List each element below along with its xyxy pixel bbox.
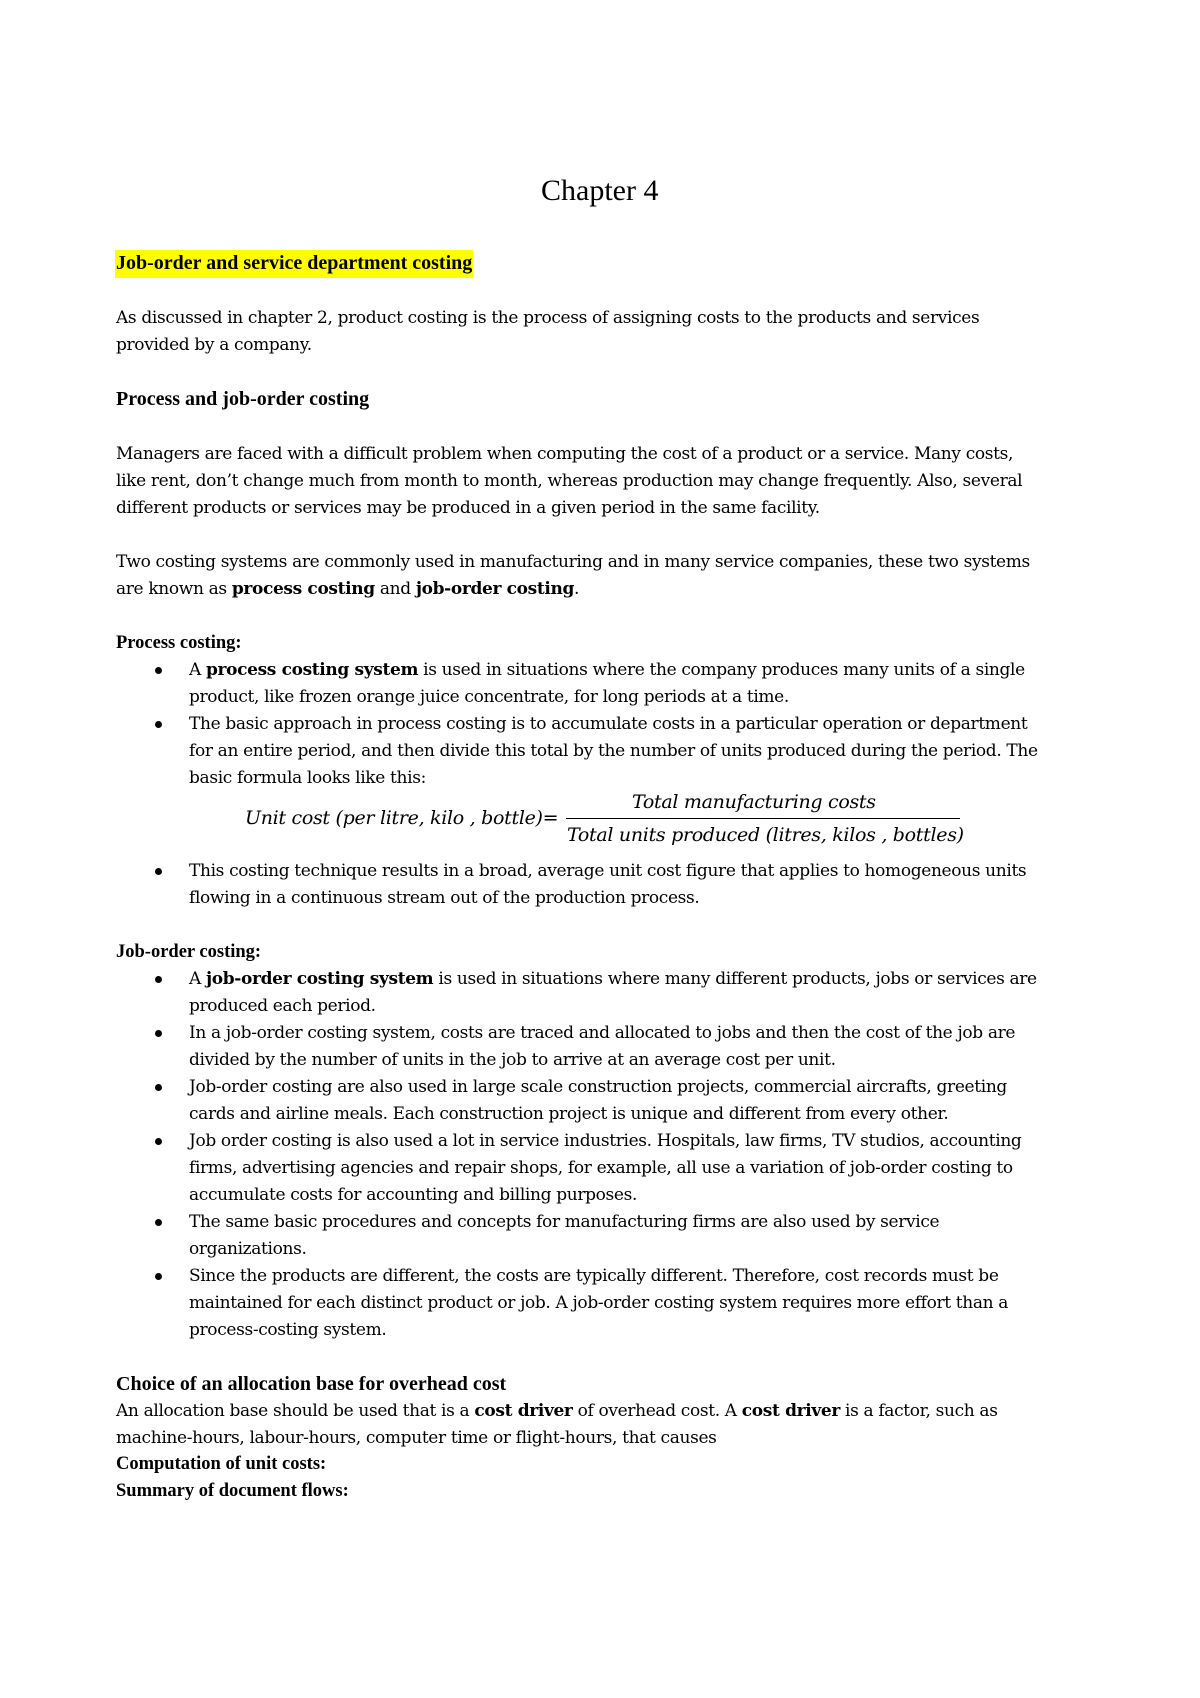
jo-bullet1-line-2: produced each period. xyxy=(189,996,376,1016)
heading-summary-document-flows: Summary of document flows: xyxy=(116,1481,349,1501)
jo-bullet4-line-2: firms, advertising agencies and repair shops, for example, all use a variation of job-order costing to xyxy=(189,1158,1013,1178)
jo-bullet4-line-3: accumulate costs for accounting and billing purposes. xyxy=(189,1185,638,1205)
pc-bullet1-line-2: product, like frozen orange juice concentrate, for long periods at a time. xyxy=(189,687,789,707)
jo-bullet2-line-2: divided by the number of units in the job to arrive at an average cost per unit. xyxy=(189,1050,836,1070)
pc-bullet2-line-1: The basic approach in process costing is to accumulate costs in a particular operation or department xyxy=(189,714,1028,734)
jo-bullet3-line-2: cards and airline meals. Each construction project is unique and different from every other. xyxy=(189,1104,949,1124)
para1-line-2: like rent, don’t change much from month to month, whereas production may change frequently. Also, several xyxy=(116,471,1023,491)
intro-line-2: provided by a company. xyxy=(116,335,312,355)
bullet-icon xyxy=(155,721,162,728)
jo-bullet4-line-1: Job order costing is also used a lot in service industries. Hospitals, law firms, TV studios, accounting xyxy=(189,1131,1022,1151)
heading-allocation-base: Choice of an allocation base for overhead cost xyxy=(116,1373,507,1395)
jo-bullet6-line-1: Since the products are different, the costs are typically different. Therefore, cost records must be xyxy=(189,1266,999,1286)
jo-bullet2-line-1: In a job-order costing system, costs are traced and allocated to jobs and then the cost of the job are xyxy=(189,1023,1016,1043)
jo-bullet5-line-1: The same basic procedures and concepts for manufacturing firms are also used by service xyxy=(189,1212,940,1232)
allocation-line-2: machine-hours, labour-hours, computer time or flight-hours, that causes xyxy=(116,1428,717,1448)
jo-bullet6-line-2: maintained for each distinct product or job. A job-order costing system requires more effort than a xyxy=(189,1293,1009,1313)
fraction-bar xyxy=(566,818,960,819)
pc-bullet3-line-1: This costing technique results in a broad, average unit cost figure that applies to homogeneous units xyxy=(189,861,1027,881)
intro-line-1: As discussed in chapter 2, product costing is the process of assigning costs to the products and services xyxy=(116,308,980,328)
formula-denominator: Total units produced (litres, kilos , bottles) xyxy=(567,824,964,846)
jo-bullet5-line-2: organizations. xyxy=(189,1239,307,1259)
allocation-line-1: An allocation base should be used that is a cost driver of overhead cost. A cost driver is a factor, such as xyxy=(116,1401,998,1421)
jo-bullet3-line-1: Job-order costing are also used in large scale construction projects, commercial aircrafts, greeting xyxy=(189,1077,1007,1097)
heading-computation-unit-costs: Computation of unit costs: xyxy=(116,1454,327,1474)
bullet-icon xyxy=(155,1084,162,1091)
bullet-icon xyxy=(155,1030,162,1037)
para1-line-3: different products or services may be produced in a given period in the same facility. xyxy=(116,498,820,518)
section-title: Job-order and service department costing xyxy=(115,250,473,278)
pc-bullet2-line-3: basic formula looks like this: xyxy=(189,768,426,788)
para2-line-1: Two costing systems are commonly used in manufacturing and in many service companies, these two systems xyxy=(116,552,1030,572)
jo-bullet6-line-3: process-costing system. xyxy=(189,1320,387,1340)
bullet-icon xyxy=(155,1138,162,1145)
heading-process-costing: Process costing: xyxy=(116,633,242,653)
para2-line-2: are known as process costing and job-order costing. xyxy=(116,579,580,599)
jo-bullet1-line-1: A job-order costing system is used in situations where many different products, jobs or services are xyxy=(189,969,1037,989)
heading-process-job: Process and job-order costing xyxy=(116,388,370,410)
pc-bullet2-line-2: for an entire period, and then divide this total by the number of units produced during the period. The xyxy=(189,741,1038,761)
heading-job-order-costing: Job-order costing: xyxy=(116,942,262,962)
bullet-icon xyxy=(155,667,162,674)
bullet-icon xyxy=(155,1273,162,1280)
para1-line-1: Managers are faced with a difficult problem when computing the cost of a product or a service. Many costs, xyxy=(116,444,1014,464)
bullet-icon xyxy=(155,1219,162,1226)
pc-bullet1-line-1: A process costing system is used in situations where the company produces many units of a single xyxy=(189,660,1025,680)
bullet-icon xyxy=(155,976,162,983)
bullet-icon xyxy=(155,868,162,875)
pc-bullet3-line-2: flowing in a continuous stream out of the production process. xyxy=(189,888,700,908)
chapter-title: Chapter 4 xyxy=(541,174,659,207)
formula-numerator: Total manufacturing costs xyxy=(632,791,876,813)
formula-lhs: Unit cost (per litre, kilo , bottle)= xyxy=(245,807,559,829)
